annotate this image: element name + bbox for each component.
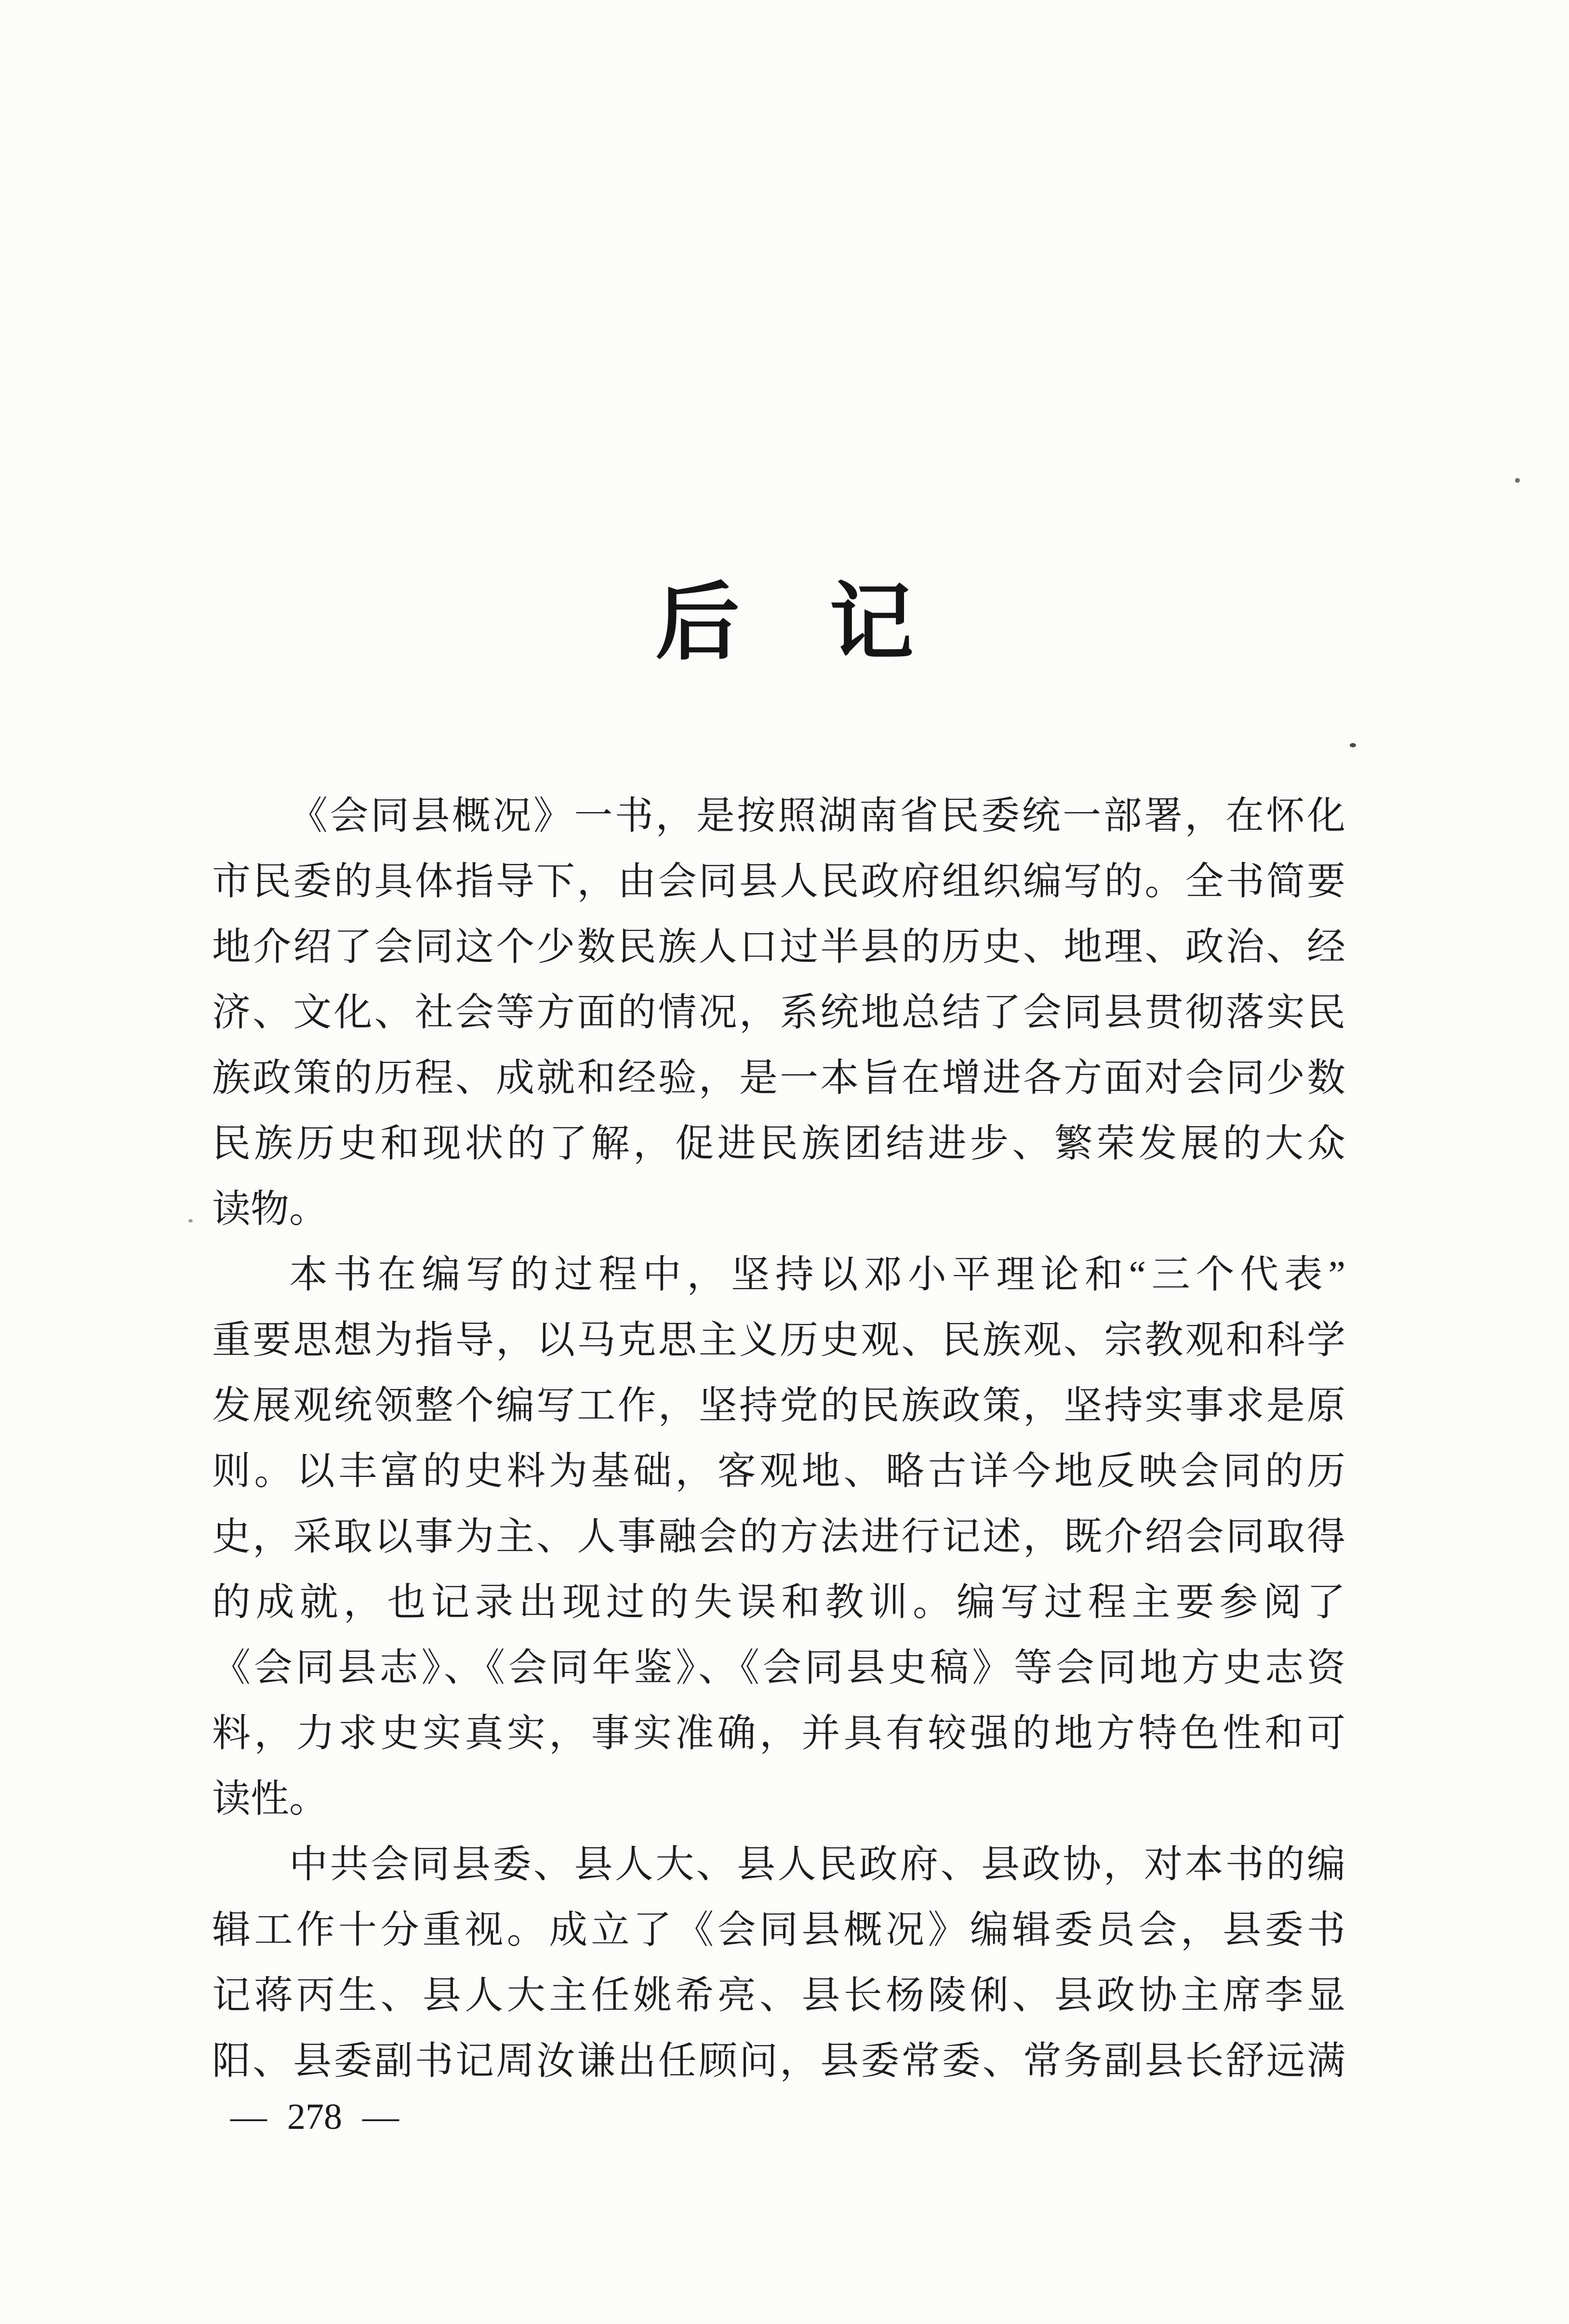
text-line: 市民委的具体指导下，由会同县人民政府组织编写的。全书简要 <box>212 861 1345 903</box>
page-title <box>0 572 1569 674</box>
text-line: 读物。 <box>212 1188 328 1231</box>
text-line: 济、文化、社会等方面的情况，系统地总结了会同县贯彻落实民 <box>212 992 1345 1034</box>
paragraph <box>212 1242 1345 1832</box>
text-line: 阳、县委副书记周汝谦出任顾问，县委常委、常务副县长舒远满 <box>212 2040 1345 2083</box>
title-char: 后 <box>655 576 740 670</box>
text-line: 中共会同县委、县人大、县人民政府、县政协，对本书的编 <box>289 1844 1345 1886</box>
text-line: 族政策的历程、成就和经验，是一本旨在增进各方面对会同少数 <box>212 1057 1345 1100</box>
paragraph <box>212 1832 1345 2094</box>
page-number-dash: — <box>362 2097 399 2137</box>
scan-speck <box>188 1219 193 1222</box>
title-char: 记 <box>829 576 914 670</box>
text-line: 《会同县志》、《会同年鉴》、《会同县史稿》等会同地方史志资 <box>212 1647 1345 1689</box>
text-line: 辑工作十分重视。成立了《会同县概况》编辑委员会，县委书 <box>212 1909 1345 1952</box>
page-footer <box>230 2095 399 2138</box>
text-line: 的成就，也记录出现过的失误和教训。编写过程主要参阅了 <box>212 1581 1345 1624</box>
text-line: 地介绍了会同这个少数民族人口过半县的历史、地理、政治、经 <box>212 926 1345 969</box>
text-line: 史，采取以事为主、人事融会的方法进行记述，既介绍会同取得 <box>212 1516 1345 1558</box>
text-line: 本书在编写的过程中，坚持以邓小平理论和“三个代表” <box>289 1254 1345 1296</box>
paragraph <box>212 784 1345 1242</box>
text-line: 记蒋丙生、县人大主任姚希亮、县长杨陵俐、县政协主席李显 <box>212 1975 1345 2017</box>
text-line: 民族历史和现状的了解，促进民族团结进步、繁荣发展的大众 <box>212 1123 1345 1165</box>
text-line: 则。以丰富的史料为基础，客观地、略古详今地反映会同的历 <box>212 1450 1345 1493</box>
text-line: 发展观统领整个编写工作，坚持党的民族政策，坚持实事求是原 <box>212 1385 1345 1427</box>
text-line: 重要思想为指导，以马克思主义历史观、民族观、宗教观和科学 <box>212 1319 1345 1362</box>
scan-speck <box>1515 478 1520 483</box>
page-number-dash: — <box>230 2097 267 2137</box>
text-line: 读性。 <box>212 1778 328 1820</box>
text-line: 料，力求史实真实，事实准确，并具有较强的地方特色性和可 <box>212 1713 1345 1755</box>
text-line: 《会同县概况》一书，是按照湖南省民委统一部署，在怀化 <box>289 795 1345 837</box>
scan-speck <box>1350 743 1356 747</box>
body-text <box>212 784 1345 2094</box>
page-number: 278 <box>287 2097 342 2137</box>
